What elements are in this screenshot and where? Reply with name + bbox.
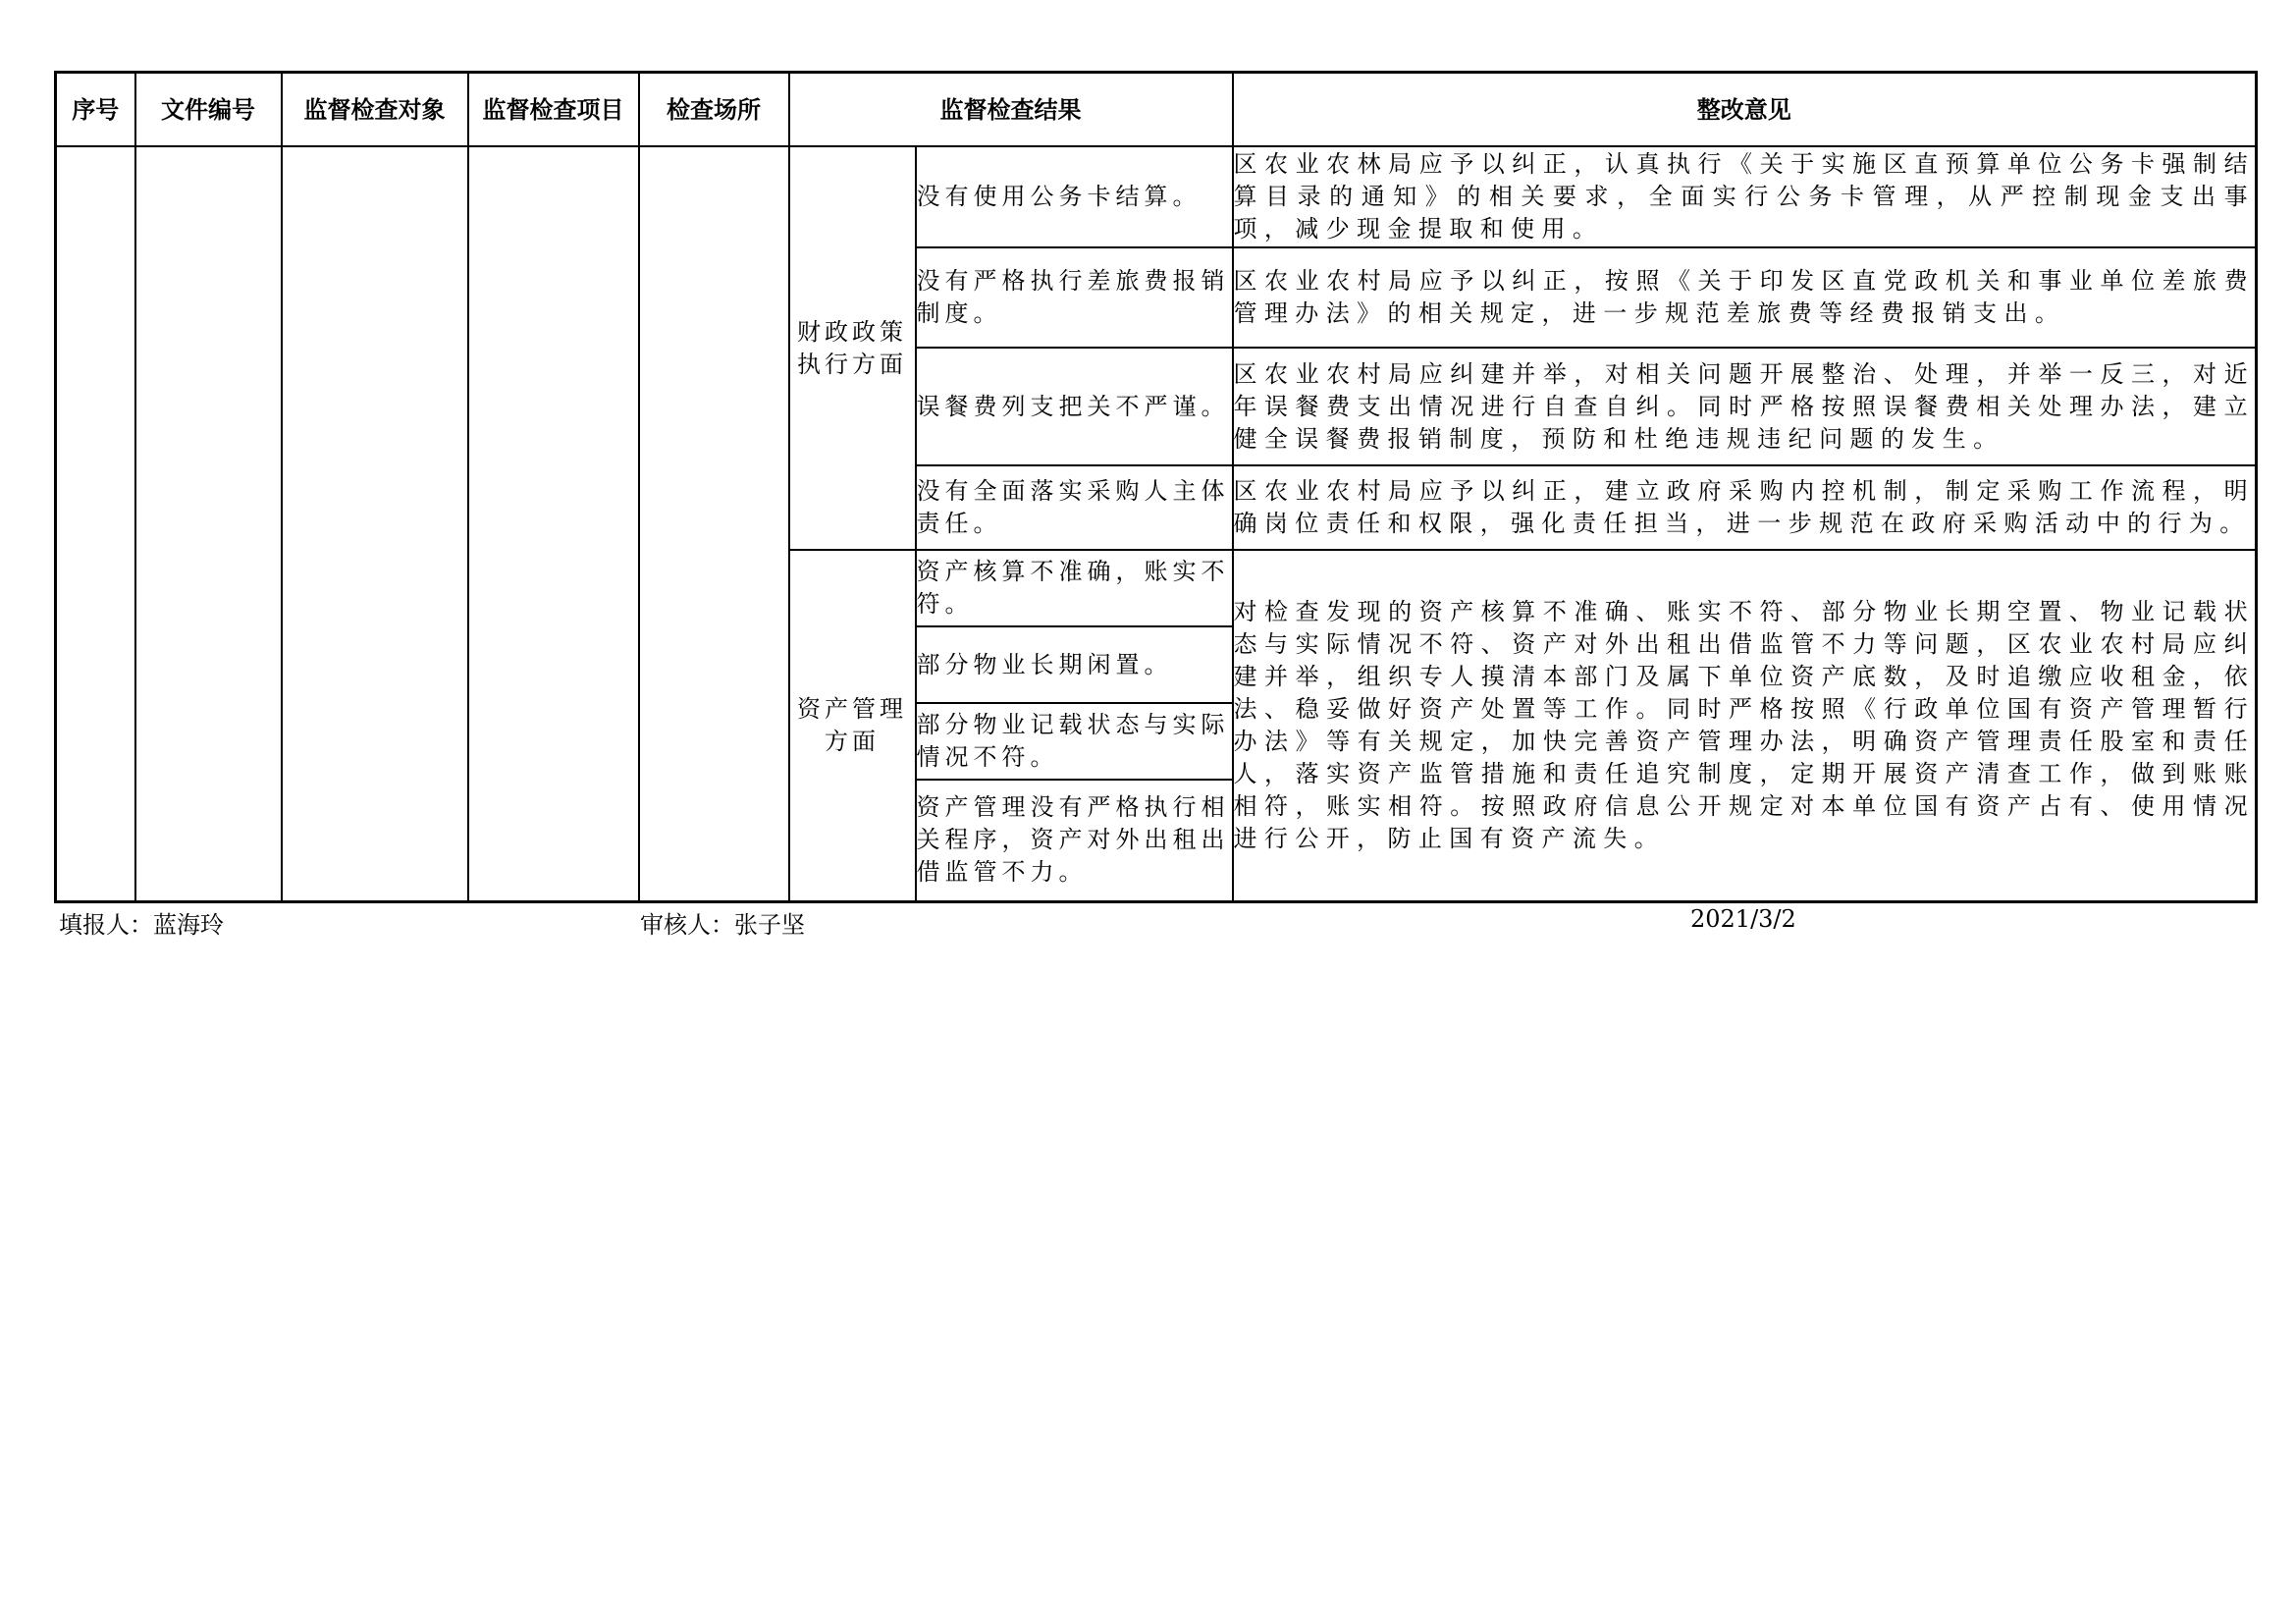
cell-doc-number [135,146,282,901]
filler-label: 填报人：蓝海玲 [59,911,224,939]
header-result: 监督检查结果 [789,73,1233,147]
table-row [56,146,2257,247]
cell-item [468,146,639,901]
category-cell: 财政政策执行方面 [789,146,916,550]
header-target: 监督检查对象 [282,73,468,147]
header-row [56,73,2257,147]
opinion-cell: 区农业农村局应纠建并举，对相关问题开展整治、处理，并举一反三，对近年误餐费支出情况进行自查自纠。同时严格按照误餐费相关处理办法，建立健全误餐费报销制度，预防和杜绝违规违纪问题的发生。 [1233,348,2257,465]
header-index: 序号 [56,73,135,147]
result-cell: 没有使用公务卡结算。 [916,146,1233,247]
cell-location [639,146,789,901]
reviewer-label: 审核人：张子坚 [640,911,805,939]
cell-target [282,146,468,901]
cell-index [56,146,135,901]
opinion-cell: 区农业农村局应予以纠正，按照《关于印发区直党政机关和事业单位差旅费管理办法》的相关规定，进一步规范差旅费等经费报销支出。 [1233,247,2257,348]
inspection-table [54,71,2258,903]
category-cell: 资产管理方面 [789,550,916,901]
result-cell: 资产管理没有严格执行相关程序，资产对外出租出借监管不力。 [916,780,1233,901]
result-cell: 误餐费列支把关不严谨。 [916,348,1233,465]
header-item: 监督检查项目 [468,73,639,147]
result-cell: 部分物业长期闲置。 [916,626,1233,703]
opinion-cell: 区农业农村局应予以纠正，建立政府采购内控机制，制定采购工作流程，明确岗位责任和权限，强化责任担当，进一步规范在政府采购活动中的行为。 [1233,465,2257,550]
header-location: 检查场所 [639,73,789,147]
date-label: 2021/3/2 [1690,905,1796,933]
result-cell: 部分物业记载状态与实际情况不符。 [916,703,1233,780]
header-doc-number: 文件编号 [135,73,282,147]
opinion-cell: 对检查发现的资产核算不准确、账实不符、部分物业长期空置、物业记载状态与实际情况不符、资产对外出租出借监管不力等问题，区农业农村局应纠建并举，组织专人摸清本部门及属下单位资产底数，及时追缴应收租金，依法、稳妥做好资产处置等工作。同时严格按照《行政单位国有资产管理暂行办法》等有关规定，加快完善资产管理办法，明确资产管理责任股室和责任人，落实资产监管措施和责任追究制度，定期开展资产清查工作，做到账账相符，账实相符。按照政府信息公开规定对本单位国有资产占有、使用情况进行公开，防止国有资产流失。 [1233,550,2257,901]
header-opinion: 整改意见 [1233,73,2257,147]
result-cell: 没有全面落实采购人主体责任。 [916,465,1233,550]
opinion-cell: 区农业农林局应予以纠正，认真执行《关于实施区直预算单位公务卡强制结算目录的通知》的相关要求，全面实行公务卡管理，从严控制现金支出事项，减少现金提取和使用。 [1233,146,2257,247]
result-cell: 没有严格执行差旅费报销制度。 [916,247,1233,348]
result-cell: 资产核算不准确，账实不符。 [916,550,1233,626]
